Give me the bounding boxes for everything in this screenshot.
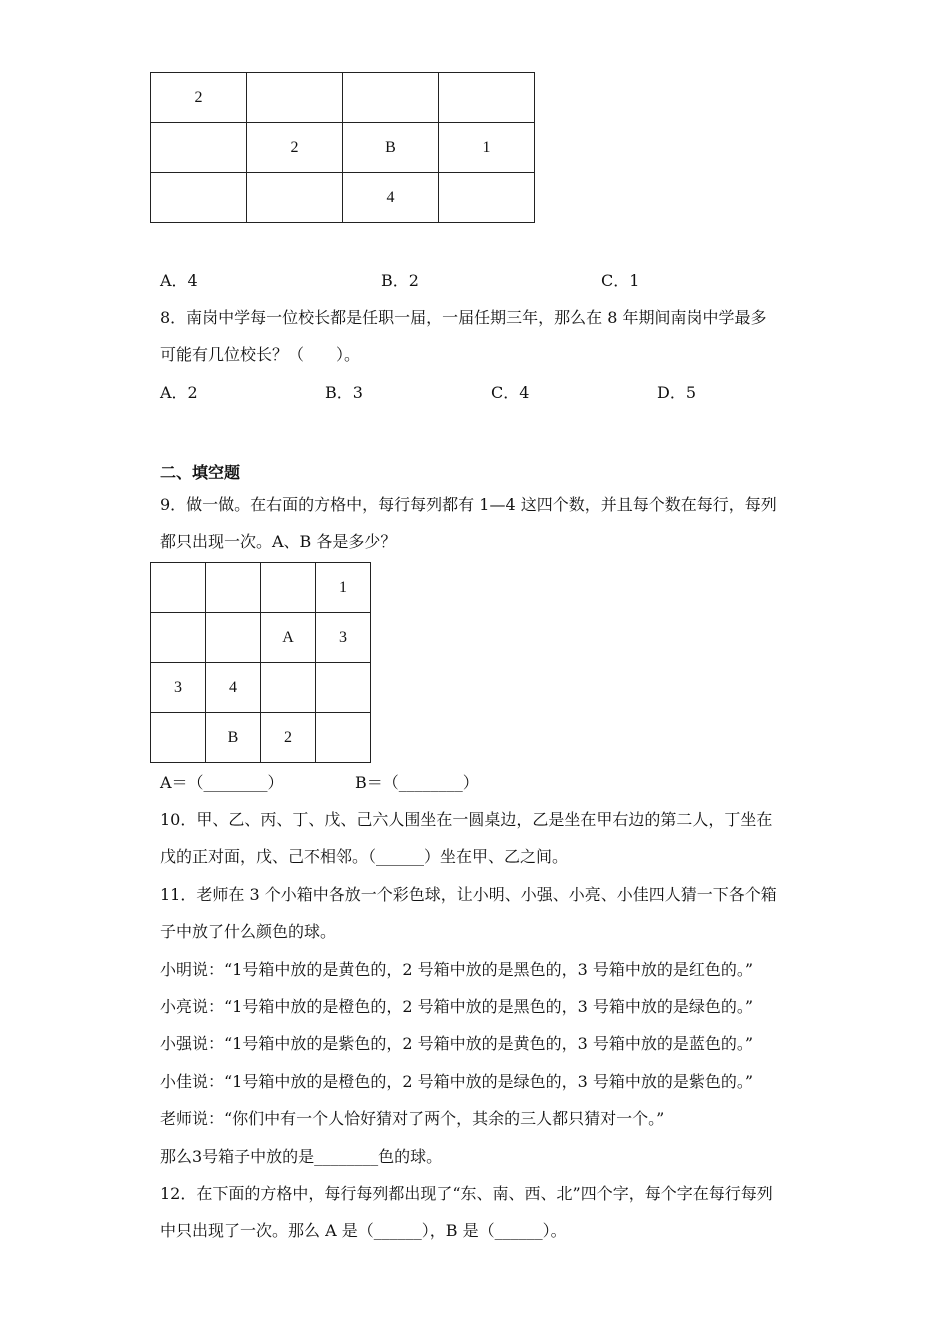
grid-cell: 1 [439,123,535,173]
q8-option-b[interactable]: B．3 [325,383,363,402]
grid-cell [261,563,316,613]
q11-answer-line[interactable]: 那么3号箱子中放的是________色的球。 [160,1147,443,1166]
q7-option-c[interactable]: C．1 [601,271,640,290]
table-row [151,713,371,763]
q11-statement: 小佳说：“1号箱中放的是橙色的，2 号箱中放的是绿色的，3 号箱中放的是紫色的。” [160,1072,754,1091]
grid-cell [316,713,371,763]
q9-grid [150,562,371,763]
q8-option-a[interactable]: A．2 [160,383,198,402]
grid-cell [247,173,343,223]
grid-cell [151,123,247,173]
grid-cell: 1 [316,563,371,613]
grid-cell [261,663,316,713]
grid-cell [439,73,535,123]
grid-cell: 2 [261,713,316,763]
grid-cell: 4 [343,173,439,223]
grid-cell: 3 [316,613,371,663]
q7-grid [150,72,535,223]
grid-cell [247,73,343,123]
grid-cell: B [343,123,439,173]
grid-cell [151,713,206,763]
table-row [151,173,535,223]
grid-cell [151,613,206,663]
table-row [151,663,371,713]
grid-cell: A [261,613,316,663]
q7-option-b[interactable]: B．2 [381,271,419,290]
grid-cell: 2 [247,123,343,173]
q11-statement: 老师说：“你们中有一个人恰好猜对了两个，其余的三人都只猜对一个。” [160,1109,665,1128]
table-row [151,613,371,663]
grid-cell [439,173,535,223]
grid-cell [316,663,371,713]
grid-cell [151,563,206,613]
grid-cell: B [206,713,261,763]
q11-text-line2: 子中放了什么颜色的球。 [160,922,337,941]
q11-statement: 小强说：“1号箱中放的是紫色的，2 号箱中放的是黄色的，3 号箱中放的是蓝色的。” [160,1034,754,1053]
grid-cell [151,173,247,223]
grid-cell [206,613,261,663]
q7-option-a[interactable]: A．4 [160,271,198,290]
section-heading: 二、填空题 [160,463,241,482]
q9-answer-a[interactable]: A＝（________） [160,773,284,792]
q11-statement: 小亮说：“1号箱中放的是橙色的，2 号箱中放的是黑色的，3 号箱中放的是绿色的。” [160,997,754,1016]
q12-text-line2[interactable]: 中只出现了一次。那么 A 是（______），B 是（______）。 [160,1221,567,1240]
q9-answer-b[interactable]: B＝（________） [355,773,479,792]
q9-text-line2: 都只出现一次。A、B 各是多少？ [160,532,397,551]
grid-cell: 3 [151,663,206,713]
table-row [151,123,535,173]
table-row [151,563,371,613]
q8-text-line2: 可能有几位校长？（ ）。 [160,345,361,364]
q11-statement: 小明说：“1号箱中放的是黄色的，2 号箱中放的是黑色的，3 号箱中放的是红色的。” [160,960,754,979]
q12-text-line1: 12．在下面的方格中，每行每列都出现了“东、南、西、北”四个字，每个字在每行每列 [160,1184,773,1203]
q11-text-line1: 11．老师在 3 个小箱中各放一个彩色球，让小明、小强、小亮、小佳四人猜一下各个箱 [160,885,777,904]
grid-cell: 2 [151,73,247,123]
table-row [151,73,535,123]
q10-text-line1: 10．甲、乙、丙、丁、戊、己六人围坐在一圆桌边，乙是坐在甲右边的第二人，丁坐在 [160,810,773,829]
q9-text-line1: 9．做一做。在右面的方格中，每行每列都有 1—4 这四个数，并且每个数在每行，每列 [160,495,777,514]
grid-cell [206,563,261,613]
q8-text-line1: 8．南岗中学每一位校长都是任职一届，一届任期三年，那么在 8 年期间南岗中学最多 [160,308,767,327]
grid-cell [343,73,439,123]
q10-text-line2: 戊的正对面，戊、己不相邻。（______）坐在甲、乙之间。 [160,847,569,866]
grid-cell: 4 [206,663,261,713]
q8-option-c[interactable]: C．4 [491,383,530,402]
q8-option-d[interactable]: D．5 [657,383,697,402]
